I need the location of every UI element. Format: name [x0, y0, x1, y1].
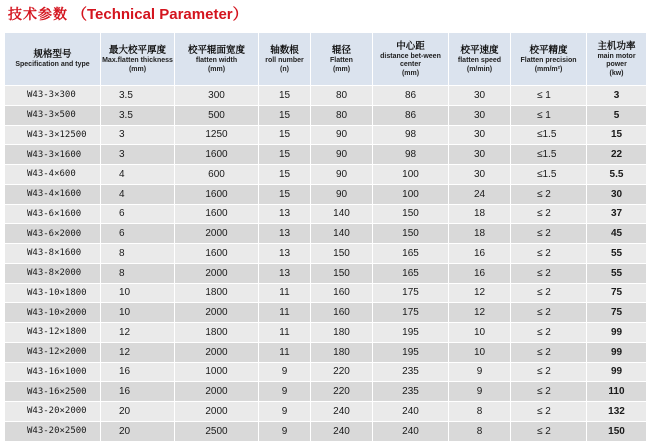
cell-flatten-precision: ≤ 2 — [511, 342, 587, 362]
technical-parameter-table — [4, 32, 647, 442]
cell-specification: W43-3×12500 — [5, 125, 101, 145]
cell-roll-number: 15 — [259, 86, 311, 106]
cell-roll-diameter: 180 — [311, 323, 373, 343]
cell-specification: W43-20×2000 — [5, 402, 101, 422]
cell-roll-number: 11 — [259, 283, 311, 303]
cell-flatten-speed: 18 — [449, 224, 511, 244]
cell-max-thickness: 3.5 — [101, 86, 175, 106]
cell-max-thickness: 12 — [101, 323, 175, 343]
column-header-flatten-width — [175, 33, 259, 86]
cell-flatten-speed: 8 — [449, 402, 511, 422]
cell-motor-power: 5 — [587, 105, 647, 125]
column-header-roll-number — [259, 33, 311, 86]
cell-roll-number: 11 — [259, 303, 311, 323]
cell-center-distance: 235 — [373, 382, 449, 402]
cell-max-thickness: 8 — [101, 263, 175, 283]
cell-roll-diameter: 240 — [311, 402, 373, 422]
cell-flatten-width: 1250 — [175, 125, 259, 145]
cell-flatten-width: 2000 — [175, 224, 259, 244]
cell-roll-diameter: 90 — [311, 184, 373, 204]
table-row — [5, 283, 647, 303]
table-row — [5, 165, 647, 185]
cell-max-thickness: 6 — [101, 224, 175, 244]
header-unit: (mm) — [401, 69, 420, 77]
table-row — [5, 204, 647, 224]
cell-flatten-speed: 10 — [449, 342, 511, 362]
cell-roll-number: 13 — [259, 204, 311, 224]
header-cn: 规格型号 — [33, 49, 72, 60]
cell-flatten-speed: 9 — [449, 382, 511, 402]
column-header-flatten-precision — [511, 33, 587, 86]
cell-roll-diameter: 80 — [311, 105, 373, 125]
cell-max-thickness: 20 — [101, 421, 175, 441]
cell-roll-diameter: 150 — [311, 263, 373, 283]
cell-roll-number: 15 — [259, 125, 311, 145]
cell-roll-number: 9 — [259, 382, 311, 402]
cell-max-thickness: 16 — [101, 382, 175, 402]
cell-roll-diameter: 160 — [311, 283, 373, 303]
table-row — [5, 105, 647, 125]
cell-flatten-speed: 12 — [449, 283, 511, 303]
cell-max-thickness: 4 — [101, 165, 175, 185]
cell-specification: W43-6×1600 — [5, 204, 101, 224]
cell-flatten-width: 2000 — [175, 402, 259, 422]
cell-flatten-precision: ≤1.5 — [511, 125, 587, 145]
cell-specification: W43-4×600 — [5, 165, 101, 185]
table-row — [5, 224, 647, 244]
cell-specification: W43-4×1600 — [5, 184, 101, 204]
cell-roll-number: 9 — [259, 402, 311, 422]
header-en: Flatten — [330, 56, 353, 64]
cell-flatten-precision: ≤ 2 — [511, 362, 587, 382]
cell-flatten-precision: ≤ 2 — [511, 382, 587, 402]
cell-specification: W43-3×300 — [5, 86, 101, 106]
cell-motor-power: 55 — [587, 244, 647, 264]
cell-center-distance: 235 — [373, 362, 449, 382]
header-cn: 主机功率 — [597, 40, 636, 52]
cell-roll-diameter: 80 — [311, 86, 373, 106]
cell-flatten-width: 2000 — [175, 303, 259, 323]
cell-motor-power: 99 — [587, 342, 647, 362]
cell-flatten-width: 1800 — [175, 323, 259, 343]
header-unit: (n) — [280, 65, 289, 73]
header-en: Max.flatten thickness — [102, 56, 173, 64]
cell-flatten-width: 2000 — [175, 342, 259, 362]
cell-motor-power: 132 — [587, 402, 647, 422]
cell-roll-diameter: 220 — [311, 382, 373, 402]
cell-center-distance: 150 — [373, 224, 449, 244]
cell-roll-number: 11 — [259, 342, 311, 362]
cell-motor-power: 55 — [587, 263, 647, 283]
table-row — [5, 244, 647, 264]
cell-flatten-precision: ≤ 1 — [511, 105, 587, 125]
cell-specification: W43-12×1800 — [5, 323, 101, 343]
cell-roll-diameter: 90 — [311, 125, 373, 145]
cell-flatten-speed: 10 — [449, 323, 511, 343]
cell-motor-power: 110 — [587, 382, 647, 402]
cell-flatten-width: 300 — [175, 86, 259, 106]
header-en: roll number — [265, 56, 304, 64]
header-en: flatten speed — [457, 56, 502, 64]
cell-specification: W43-8×1600 — [5, 244, 101, 264]
cell-center-distance: 240 — [373, 421, 449, 441]
cell-center-distance: 175 — [373, 283, 449, 303]
cell-flatten-speed: 16 — [449, 244, 511, 264]
cell-flatten-width: 500 — [175, 105, 259, 125]
cell-center-distance: 98 — [373, 125, 449, 145]
cell-flatten-speed: 30 — [449, 86, 511, 106]
title-english: （Technical Parameter） — [72, 6, 248, 23]
table-body — [5, 86, 647, 442]
cell-motor-power: 150 — [587, 421, 647, 441]
cell-flatten-precision: ≤ 2 — [511, 263, 587, 283]
cell-roll-diameter: 140 — [311, 224, 373, 244]
column-header-max-thickness — [101, 33, 175, 86]
cell-center-distance: 175 — [373, 303, 449, 323]
table-row — [5, 421, 647, 441]
cell-motor-power: 37 — [587, 204, 647, 224]
cell-flatten-precision: ≤1.5 — [511, 145, 587, 165]
cell-flatten-speed: 9 — [449, 362, 511, 382]
cell-motor-power: 45 — [587, 224, 647, 244]
table-row — [5, 184, 647, 204]
cell-flatten-speed: 12 — [449, 303, 511, 323]
cell-center-distance: 98 — [373, 145, 449, 165]
cell-motor-power: 22 — [587, 145, 647, 165]
page-title — [8, 4, 248, 26]
cell-center-distance: 150 — [373, 204, 449, 224]
cell-flatten-precision: ≤ 2 — [511, 303, 587, 323]
cell-max-thickness: 8 — [101, 244, 175, 264]
cell-specification: W43-10×2000 — [5, 303, 101, 323]
cell-max-thickness: 12 — [101, 342, 175, 362]
header-cn: 中心距 — [396, 40, 425, 52]
cell-flatten-precision: ≤ 2 — [511, 283, 587, 303]
cell-flatten-precision: ≤ 2 — [511, 323, 587, 343]
cell-flatten-width: 1600 — [175, 184, 259, 204]
cell-flatten-width: 2000 — [175, 382, 259, 402]
column-header-specification — [5, 33, 101, 86]
cell-roll-diameter: 90 — [311, 145, 373, 165]
cell-flatten-width: 1800 — [175, 283, 259, 303]
cell-flatten-width: 1600 — [175, 244, 259, 264]
cell-roll-number: 15 — [259, 165, 311, 185]
cell-flatten-precision: ≤ 1 — [511, 86, 587, 106]
cell-max-thickness: 16 — [101, 362, 175, 382]
cell-center-distance: 86 — [373, 86, 449, 106]
title-chinese: 技术参数 — [8, 7, 68, 23]
cell-center-distance: 195 — [373, 342, 449, 362]
cell-center-distance: 86 — [373, 105, 449, 125]
header-en: main motor power — [597, 52, 636, 68]
table-header-row — [5, 33, 647, 86]
cell-roll-number: 15 — [259, 145, 311, 165]
cell-flatten-speed: 30 — [449, 145, 511, 165]
cell-roll-diameter: 90 — [311, 165, 373, 185]
cell-roll-diameter: 180 — [311, 342, 373, 362]
cell-max-thickness: 10 — [101, 283, 175, 303]
cell-specification: W43-16×2500 — [5, 382, 101, 402]
cell-center-distance: 165 — [373, 244, 449, 264]
header-en: flatten width — [195, 56, 238, 64]
cell-roll-number: 13 — [259, 263, 311, 283]
table-row — [5, 303, 647, 323]
cell-flatten-precision: ≤ 2 — [511, 184, 587, 204]
cell-flatten-width: 2000 — [175, 263, 259, 283]
cell-roll-number: 13 — [259, 244, 311, 264]
header-unit: (mm) — [128, 65, 147, 73]
cell-motor-power: 99 — [587, 362, 647, 382]
table-row — [5, 125, 647, 145]
column-header-flatten-speed — [449, 33, 511, 86]
cell-specification: W43-10×1800 — [5, 283, 101, 303]
header-unit: (mm) — [207, 65, 226, 73]
cell-motor-power: 99 — [587, 323, 647, 343]
table-row — [5, 145, 647, 165]
cell-center-distance: 100 — [373, 184, 449, 204]
cell-roll-number: 15 — [259, 105, 311, 125]
cell-max-thickness: 3 — [101, 145, 175, 165]
cell-center-distance: 165 — [373, 263, 449, 283]
cell-flatten-speed: 30 — [449, 165, 511, 185]
cell-flatten-speed: 18 — [449, 204, 511, 224]
cell-flatten-speed: 24 — [449, 184, 511, 204]
header-cn: 校平精度 — [529, 44, 568, 56]
column-header-motor-power — [587, 33, 647, 86]
cell-flatten-speed: 16 — [449, 263, 511, 283]
cell-flatten-precision: ≤ 2 — [511, 244, 587, 264]
cell-specification: W43-6×2000 — [5, 224, 101, 244]
header-unit: (kw) — [609, 69, 624, 77]
cell-max-thickness: 10 — [101, 303, 175, 323]
table-row — [5, 382, 647, 402]
header-cn: 校平速度 — [460, 44, 499, 56]
header-unit: (mm/m²) — [534, 65, 563, 73]
column-header-roll-diameter — [311, 33, 373, 86]
header-cn: 最大校平厚度 — [108, 44, 166, 56]
cell-specification: W43-3×500 — [5, 105, 101, 125]
cell-roll-diameter: 140 — [311, 204, 373, 224]
cell-center-distance: 240 — [373, 402, 449, 422]
cell-flatten-width: 1600 — [175, 145, 259, 165]
table-row — [5, 342, 647, 362]
cell-center-distance: 195 — [373, 323, 449, 343]
cell-motor-power: 5.5 — [587, 165, 647, 185]
cell-roll-number: 15 — [259, 184, 311, 204]
cell-roll-number: 9 — [259, 362, 311, 382]
cell-roll-diameter: 240 — [311, 421, 373, 441]
cell-flatten-precision: ≤ 2 — [511, 204, 587, 224]
cell-flatten-width: 1000 — [175, 362, 259, 382]
cell-specification: W43-3×1600 — [5, 145, 101, 165]
cell-specification: W43-8×2000 — [5, 263, 101, 283]
table-row — [5, 86, 647, 106]
cell-flatten-precision: ≤ 2 — [511, 224, 587, 244]
cell-motor-power: 15 — [587, 125, 647, 145]
header-cn: 轴数根 — [270, 44, 299, 56]
cell-flatten-speed: 30 — [449, 105, 511, 125]
table-row — [5, 362, 647, 382]
cell-roll-diameter: 150 — [311, 244, 373, 264]
cell-motor-power: 3 — [587, 86, 647, 106]
cell-roll-diameter: 220 — [311, 362, 373, 382]
header-en: Flatten precision — [520, 56, 577, 64]
cell-roll-diameter: 160 — [311, 303, 373, 323]
cell-roll-number: 13 — [259, 224, 311, 244]
header-cn: 校平辊面宽度 — [187, 44, 245, 56]
cell-flatten-speed: 8 — [449, 421, 511, 441]
header-en: Specification and type — [15, 61, 90, 68]
cell-roll-number: 11 — [259, 323, 311, 343]
cell-specification: W43-12×2000 — [5, 342, 101, 362]
cell-flatten-width: 1600 — [175, 204, 259, 224]
cell-max-thickness: 6 — [101, 204, 175, 224]
cell-flatten-speed: 30 — [449, 125, 511, 145]
header-cn: 辊径 — [331, 44, 351, 56]
cell-motor-power: 75 — [587, 303, 647, 323]
cell-max-thickness: 20 — [101, 402, 175, 422]
header-unit: (mm) — [332, 65, 351, 73]
cell-specification: W43-20×2500 — [5, 421, 101, 441]
header-unit: (m/min) — [466, 65, 493, 73]
cell-flatten-width: 2500 — [175, 421, 259, 441]
table-row — [5, 402, 647, 422]
cell-center-distance: 100 — [373, 165, 449, 185]
cell-max-thickness: 3.5 — [101, 105, 175, 125]
cell-max-thickness: 3 — [101, 125, 175, 145]
cell-flatten-precision: ≤1.5 — [511, 165, 587, 185]
cell-roll-number: 9 — [259, 421, 311, 441]
cell-flatten-precision: ≤ 2 — [511, 421, 587, 441]
header-en: distance bet-ween center — [380, 52, 441, 68]
cell-max-thickness: 4 — [101, 184, 175, 204]
table-row — [5, 323, 647, 343]
cell-flatten-precision: ≤ 2 — [511, 402, 587, 422]
column-header-center-distance — [373, 33, 449, 86]
cell-motor-power: 75 — [587, 283, 647, 303]
cell-specification: W43-16×1000 — [5, 362, 101, 382]
cell-motor-power: 30 — [587, 184, 647, 204]
cell-flatten-width: 600 — [175, 165, 259, 185]
table-row — [5, 263, 647, 283]
